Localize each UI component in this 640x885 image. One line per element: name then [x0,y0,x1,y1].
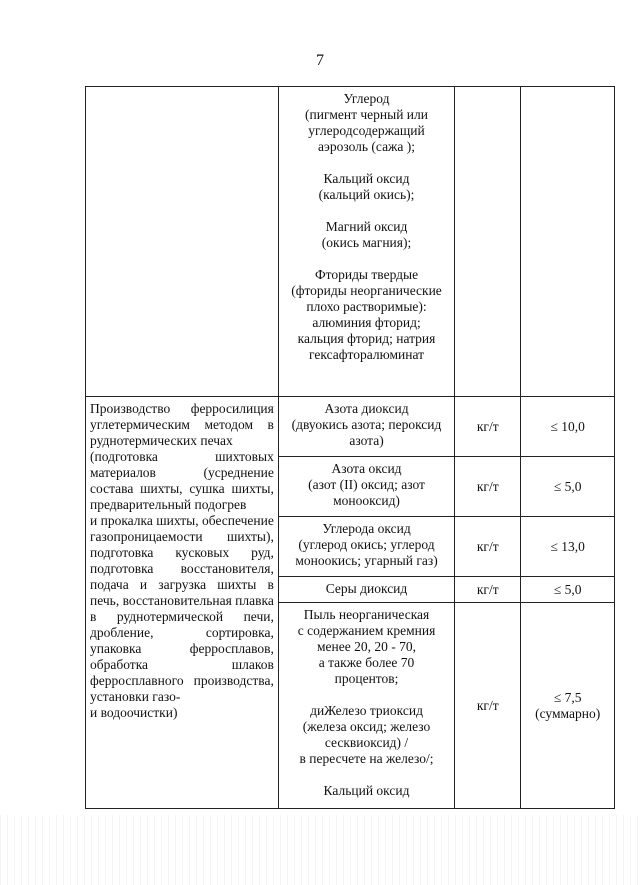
unit-text: кг/т [476,478,499,494]
norm-cell-empty [521,87,615,397]
unit-text: кг/т [476,538,499,554]
norm-cell [521,577,615,603]
table-row [86,397,615,457]
process-description: Производство ферросилиция углетермическим методом в руднотермических печах (подготовка шихтовых материалов (усреднение состава шихты, сушка шихты, предварительный подогрев и прокалка шихты, обеспечение газопроницаемости шихты), подготовка кусковых руд, подготовка восстановителя, подача и загрузка шихты в печь, восстановительная плавка в руднотермической печи, дробление, сортировка, упаковка ферросплавов, обработка шлаков ферросплавного производства, установки газо- и водоочистки) [90,401,274,720]
substance-cell [278,603,454,809]
emissions-table [85,86,615,809]
substance-text: Углерода оксид (углерод окись; углерод моноокись; угарный газ) [295,521,438,568]
process-cell-empty [86,87,279,397]
scan-noise [0,815,640,885]
unit-text: кг/т [476,581,499,597]
substance-cell [278,397,454,457]
norm-cell [521,517,615,577]
norm-text: ≤ 5,0 [553,581,582,597]
norm-cell [521,397,615,457]
substance-cell [278,87,454,397]
process-cell [86,397,279,809]
norm-cell [521,457,615,517]
substance-text: Пыль неорганическая с содержанием кремния менее 20, 20 - 70, а также более 70 процентов; диЖелезо триоксид (железа оксид; железо сесквиоксид) / в пересчете на железо/; Кальций оксид [297,607,436,798]
substance-text: Углерод (пигмент черный или углеродсодержащий аэрозоль (сажа ); Кальций оксид (кальций окись); Магний оксид (окись магния); Фториды твердые (фториды неорганические плохо растворимые): алюминия фторид; кальция фторид; натрия гексафторалюминат [291,91,442,362]
norm-text: ≤ 10,0 [550,418,585,434]
table-row [86,87,615,397]
norm-cell [521,603,615,809]
unit-cell [455,517,521,577]
substance-cell [278,577,454,603]
substance-text: Азота оксид (азот (II) оксид; азот монооксид) [308,461,425,508]
unit-text: кг/т [476,697,499,713]
substance-cell [278,517,454,577]
unit-cell [455,603,521,809]
norm-text: ≤ 13,0 [550,538,585,554]
unit-cell [455,577,521,603]
unit-cell-empty [455,87,521,397]
substance-cell [278,457,454,517]
substance-text: Азота диоксид (двуокись азота; пероксид азота) [291,401,442,448]
norm-text: ≤ 5,0 [553,478,582,494]
unit-cell [455,397,521,457]
substance-text: Серы диоксид [325,581,408,596]
page-number: 7 [316,52,324,69]
unit-text: кг/т [476,418,499,434]
unit-cell [455,457,521,517]
norm-text: ≤ 7,5 (суммарно) [535,689,601,721]
